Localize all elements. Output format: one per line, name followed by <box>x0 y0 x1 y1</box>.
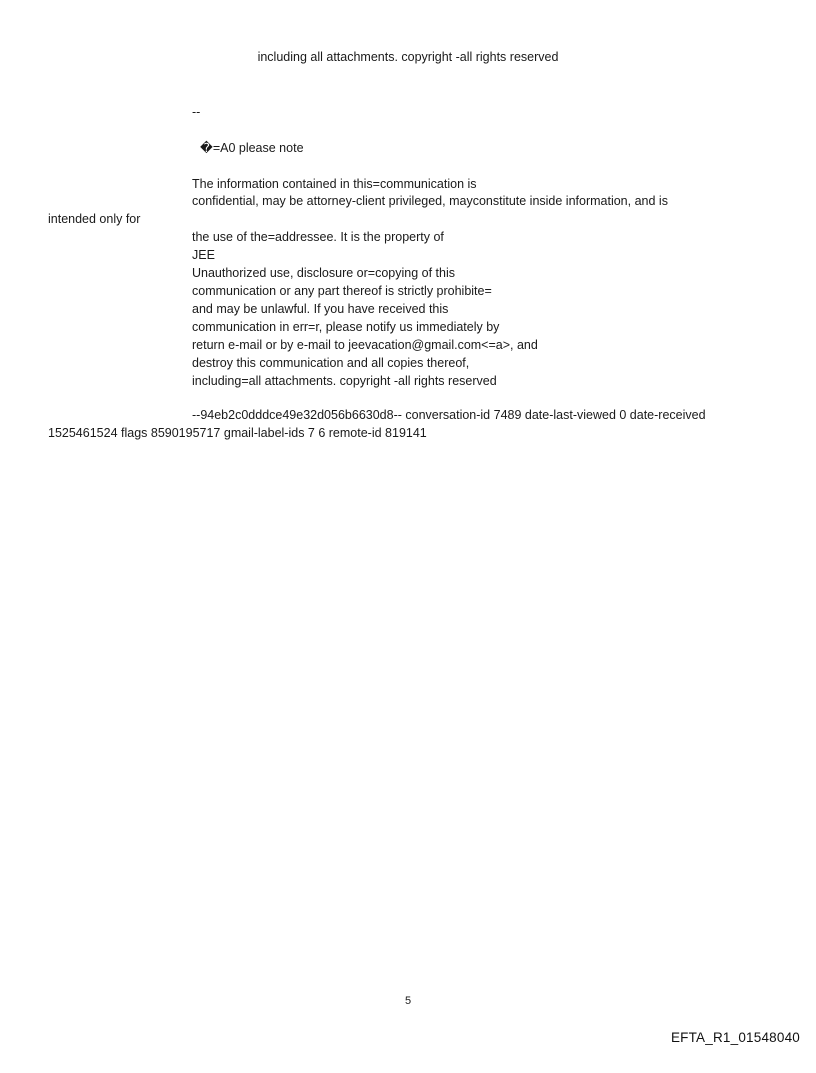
please-note-line: �=A0 please note <box>200 141 304 155</box>
metadata-line: 1525461524 flags 8590195717 gmail-label-ids 7 6 remote-id 819141 <box>48 426 427 440</box>
notice-line: JEE <box>192 248 215 262</box>
notice-line: communication in err=r, please notify us immediately by <box>192 320 500 334</box>
notice-line: communication or any part thereof is strictly prohibite= <box>192 284 492 298</box>
notice-line: Unauthorized use, disclosure or=copying of this <box>192 266 455 280</box>
notice-line: intended only for <box>48 212 141 226</box>
page-number: 5 <box>404 995 412 1007</box>
notice-line: the use of the=addressee. It is the property of <box>192 230 444 244</box>
notice-line: including=all attachments. copyright -all rights reserved <box>192 374 497 388</box>
notice-line: and may be unlawful. If you have received this <box>192 302 449 316</box>
separator-dashes: -- <box>192 105 201 119</box>
notice-line: return e-mail or by e-mail to jeevacation@gmail.com<=a>, and <box>192 338 538 352</box>
notice-line: The information contained in this=communication is <box>192 177 477 191</box>
notice-line: destroy this communication and all copies thereof, <box>192 356 470 370</box>
metadata-line: --94eb2c0dddce49e32d056b6630d8-- conversation-id 7489 date-last-viewed 0 date-received <box>192 408 706 422</box>
document-id: EFTA_R1_01548040 <box>670 1030 800 1045</box>
notice-line: confidential, may be attorney-client privileged, mayconstitute inside information, and is <box>192 194 668 208</box>
header-copyright-line: including all attachments. copyright -all rights reserved <box>257 50 559 64</box>
